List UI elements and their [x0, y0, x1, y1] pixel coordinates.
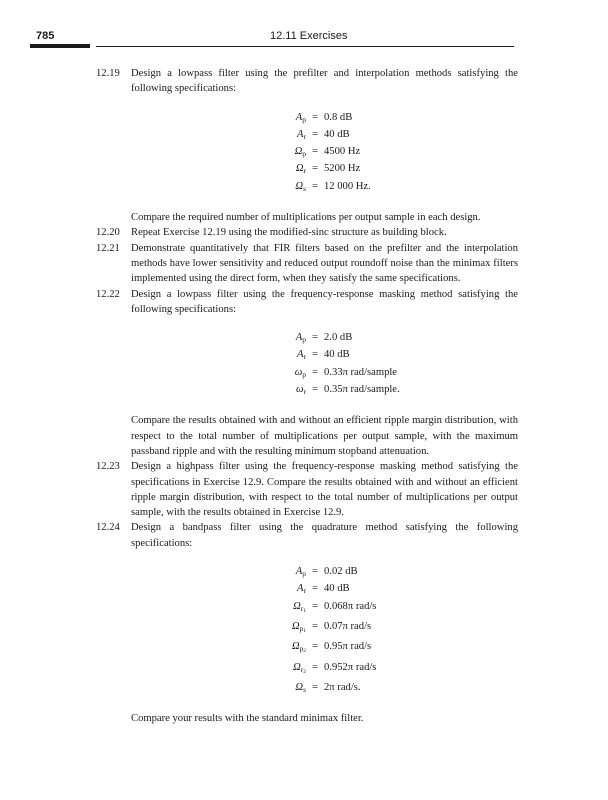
spec-symbol-base: ω: [296, 384, 304, 396]
exercise-12-21: [96, 241, 518, 287]
spec-value: 2π rad/s.: [324, 681, 361, 693]
spec-symbol: [131, 599, 306, 619]
equals-sign: =: [312, 366, 318, 378]
page-number: 785: [36, 30, 55, 42]
spec-value: 0.35π rad/sample.: [324, 384, 400, 396]
exercise-text: Design a highpass filter using the frequency-response masking method satisfying the specifications in Exercise 12.9. Compare the results obtained with and without an efficient ripple margin distribution, with respect to the total number of multiplications per output sample, with the results obtained in Exercise 12.9.: [131, 461, 518, 519]
spec-symbol-subscript: r: [303, 352, 306, 362]
equals-sign: =: [312, 180, 318, 192]
spec-symbol: [131, 619, 306, 639]
spec-symbol-base: A: [295, 111, 303, 123]
spec-value: 0.8 dB: [324, 111, 353, 123]
spec-row: [131, 347, 518, 364]
spec-symbol-base: Ω: [293, 600, 301, 612]
exercise-number: 12.21: [96, 242, 120, 254]
spec-row: [131, 144, 518, 161]
spec-symbol-subscript: r2: [300, 664, 306, 675]
header-rule: [96, 46, 514, 47]
exercise-text: Design a lowpass filter using the frequency-response masking method satisfying the following specifications:: [131, 288, 518, 315]
spec-symbol: [131, 161, 306, 178]
spec-symbol-subscript: s: [303, 684, 306, 694]
spec-symbol: [131, 179, 306, 196]
spec-row: [131, 564, 518, 581]
spec-row: [131, 179, 518, 196]
page-header: [0, 30, 608, 48]
spec-symbol-subscript: p: [302, 569, 306, 579]
exercise-12-24: [96, 520, 518, 726]
spec-symbol-subscript-index: 2: [303, 648, 306, 655]
exercise-12-23: [96, 459, 518, 520]
spec-symbol-base: A: [295, 566, 303, 578]
spec-symbol-base: Ω: [291, 641, 300, 653]
spec-value: 0.07π rad/s: [324, 620, 372, 632]
spec-symbol: [131, 365, 306, 382]
spec-symbol-base: A: [297, 349, 304, 361]
spec-symbol-subscript: r: [303, 387, 306, 397]
equals-sign: =: [312, 163, 318, 175]
equals-sign: =: [312, 661, 318, 673]
spec-symbol: [131, 680, 306, 697]
spec-value: 4500 Hz: [324, 146, 361, 158]
spec-row: [131, 110, 518, 127]
spec-row: [131, 639, 518, 659]
spec-value: 0.952π rad/s: [324, 661, 377, 673]
spec-symbol: [131, 639, 306, 659]
spec-symbol-subscript: p: [302, 369, 306, 379]
spec-row: [131, 660, 518, 680]
equals-sign: =: [312, 384, 318, 396]
section-title: 12.11 Exercises: [270, 30, 348, 42]
exercise-text: Design a lowpass filter using the prefilter and interpolation methods satisfying the following specifications:: [131, 68, 518, 95]
spec-row: [131, 127, 518, 144]
spec-symbol-subscript: r: [303, 586, 306, 596]
spec-symbol-subscript: r1: [300, 603, 306, 614]
spec-value: 0.02 dB: [324, 566, 358, 578]
spec-row: [131, 581, 518, 598]
exercise-text: Design a bandpass filter using the quadrature method satisfying the following specifications:: [131, 522, 518, 549]
spec-value: 12 000 Hz.: [324, 180, 371, 192]
spec-symbol: [131, 581, 306, 598]
spec-symbol: [131, 144, 306, 161]
spec-symbol-base: Ω: [295, 180, 304, 192]
spec-symbol-subscript: p1: [299, 623, 306, 634]
spec-row: [131, 365, 518, 382]
spec-symbol-subscript: p2: [299, 644, 306, 655]
spec-value: 0.068π rad/s: [324, 600, 377, 612]
spec-symbol-base: A: [297, 583, 304, 595]
exercise-number: 12.20: [96, 227, 120, 239]
spec-symbol: [131, 110, 306, 127]
equals-sign: =: [312, 583, 318, 595]
spec-symbol-base: Ω: [294, 146, 303, 158]
exercise-number: 12.24: [96, 522, 120, 534]
exercise-followup: Compare the required number of multiplications per output sample in each design.: [131, 212, 481, 224]
spec-symbol-subscript-index: 1: [303, 627, 306, 634]
equals-sign: =: [312, 600, 318, 612]
spec-symbol-base: Ω: [291, 620, 300, 632]
spec-symbol-subscript: p: [302, 335, 306, 345]
spec-row: [131, 599, 518, 619]
equals-sign: =: [312, 146, 318, 158]
exercise-followup: Compare the results obtained with and without an efficient ripple margin distribution, with respect to the total number of multiplications per output sample, with the maximum passband ripple and with the resulting minimum stopband attenuation.: [131, 415, 518, 457]
spec-symbol-base: A: [297, 128, 304, 140]
equals-sign: =: [312, 681, 318, 693]
spec-symbol: [131, 347, 306, 364]
exercise-number: 12.22: [96, 288, 120, 300]
spec-row: [131, 161, 518, 178]
spec-row: [131, 330, 518, 347]
spec-symbol: [131, 660, 306, 680]
exercise-12-20: [96, 225, 518, 240]
spec-value: 40 dB: [324, 349, 350, 361]
exercise-number: 12.19: [96, 68, 120, 79]
spec-value: 2.0 dB: [324, 332, 353, 344]
spec-symbol-base: A: [295, 332, 303, 344]
spec-symbol-subscript-index: 1: [303, 607, 306, 614]
equals-sign: =: [312, 128, 318, 140]
spec-block: [131, 110, 518, 196]
equals-sign: =: [312, 641, 318, 653]
spec-block: [131, 330, 518, 399]
spec-symbol-subscript: r: [303, 166, 306, 176]
spec-symbol-base: Ω: [295, 681, 304, 693]
spec-row: [131, 382, 518, 399]
exercise-number: 12.23: [96, 461, 120, 473]
equals-sign: =: [312, 620, 318, 632]
spec-symbol: [131, 330, 306, 347]
spec-symbol-subscript: p: [302, 149, 306, 159]
header-bar: [30, 44, 90, 48]
exercise-12-22: [96, 287, 518, 460]
exercise-12-19: [96, 66, 518, 225]
spec-symbol-base: Ω: [293, 661, 301, 673]
exercise-list: [96, 66, 518, 726]
exercise-text: Demonstrate quantitatively that FIR filters based on the prefilter and the interpolation methods have lower sensitivity and reduced output roundoff noise than the minimax filters implemented using the direct form, when they satisfy the same specifications.: [131, 242, 518, 285]
exercise-text: Repeat Exercise 12.19 using the modified-sinc structure as building block.: [131, 227, 447, 239]
spec-symbol-subscript: s: [303, 183, 306, 193]
exercise-followup: Compare your results with the standard minimax filter.: [131, 713, 364, 725]
spec-row: [131, 680, 518, 697]
spec-value: 0.95π rad/s: [324, 641, 372, 653]
equals-sign: =: [312, 332, 318, 344]
spec-symbol-subscript: r: [303, 131, 306, 141]
equals-sign: =: [312, 349, 318, 361]
spec-symbol-base: ω: [294, 366, 303, 378]
spec-value: 5200 Hz: [324, 163, 361, 175]
spec-row: [131, 619, 518, 639]
spec-value: 0.33π rad/sample: [324, 366, 398, 378]
spec-block: [131, 564, 518, 697]
equals-sign: =: [312, 566, 318, 578]
spec-value: 40 dB: [324, 583, 350, 595]
spec-symbol: [131, 382, 306, 399]
spec-symbol: [131, 564, 306, 581]
spec-symbol-base: Ω: [295, 163, 304, 175]
spec-symbol-subscript-index: 2: [303, 668, 306, 675]
spec-symbol-subscript: p: [302, 114, 306, 124]
spec-value: 40 dB: [324, 128, 350, 140]
equals-sign: =: [312, 111, 318, 123]
spec-symbol: [131, 127, 306, 144]
